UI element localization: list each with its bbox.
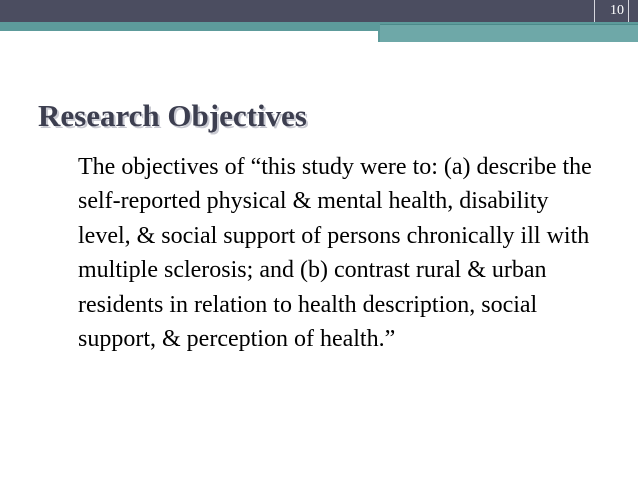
- slide-body-text: The objectives of “this study were to: (a) describe the self-reported physical & mental health, disability level, & social support of persons chronically ill with multiple sclerosis; and (b) contrast rural & urban residents in relation to health description, social support, & perception of health.”: [78, 154, 592, 353]
- accent-band-right: [378, 22, 638, 42]
- slide-title: Research Objectives: [38, 98, 307, 133]
- header-divider-right: [628, 0, 629, 22]
- accent-band-left: [0, 22, 378, 31]
- header-divider-left: [594, 0, 595, 22]
- accent-band-right-inner: [380, 24, 638, 42]
- header-bar: [0, 0, 638, 22]
- page-number: 10: [610, 3, 624, 18]
